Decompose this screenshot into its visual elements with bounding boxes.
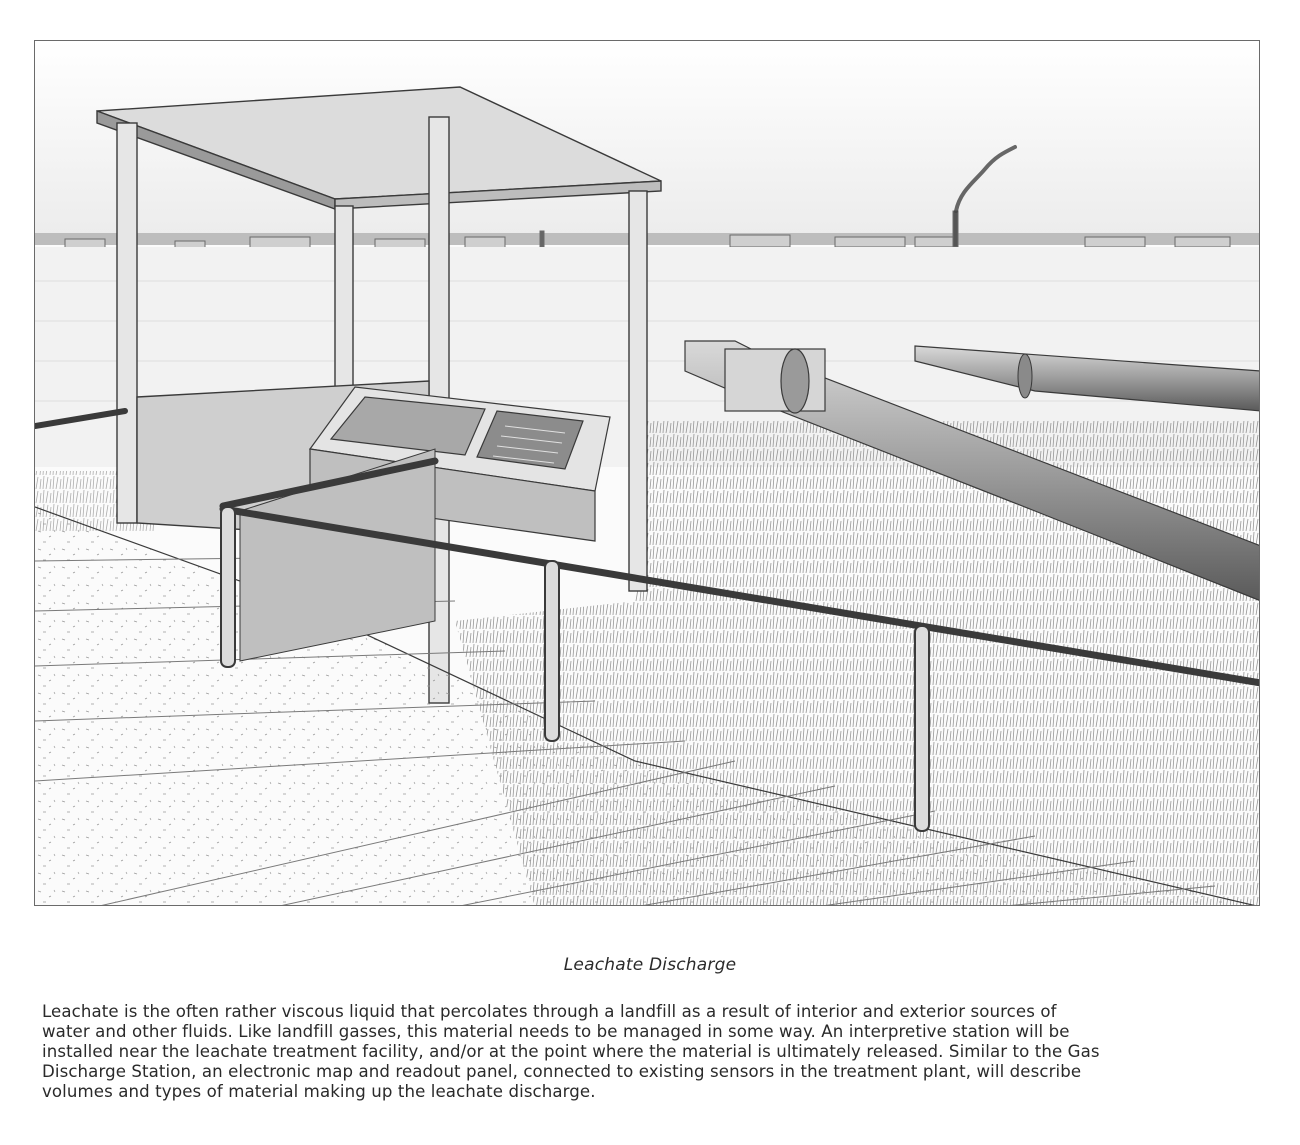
- illustration-frame: [34, 40, 1260, 906]
- description-line: volumes and types of material making up the leachate discharge.: [42, 1082, 596, 1101]
- description-paragraph: [42, 1002, 1272, 1102]
- pencil-sketch: [35, 41, 1260, 906]
- description-line: Discharge Station, an electronic map and readout panel, connected to existing sensors in the treatment plant, will describe: [42, 1062, 1082, 1081]
- illustration-caption: Leachate Discharge: [563, 955, 737, 975]
- description-line: water and other fluids. Like landfill gasses, this material needs to be managed in some way. An interpretive station will be: [42, 1022, 1070, 1041]
- description-line: installed near the leachate treatment facility, and/or at the point where the material is ultimately released. Similar to the Gas: [42, 1042, 1100, 1061]
- description-line: Leachate is the often rather viscous liquid that percolates through a landfill as a result of interior and exterior sources of: [42, 1002, 1057, 1021]
